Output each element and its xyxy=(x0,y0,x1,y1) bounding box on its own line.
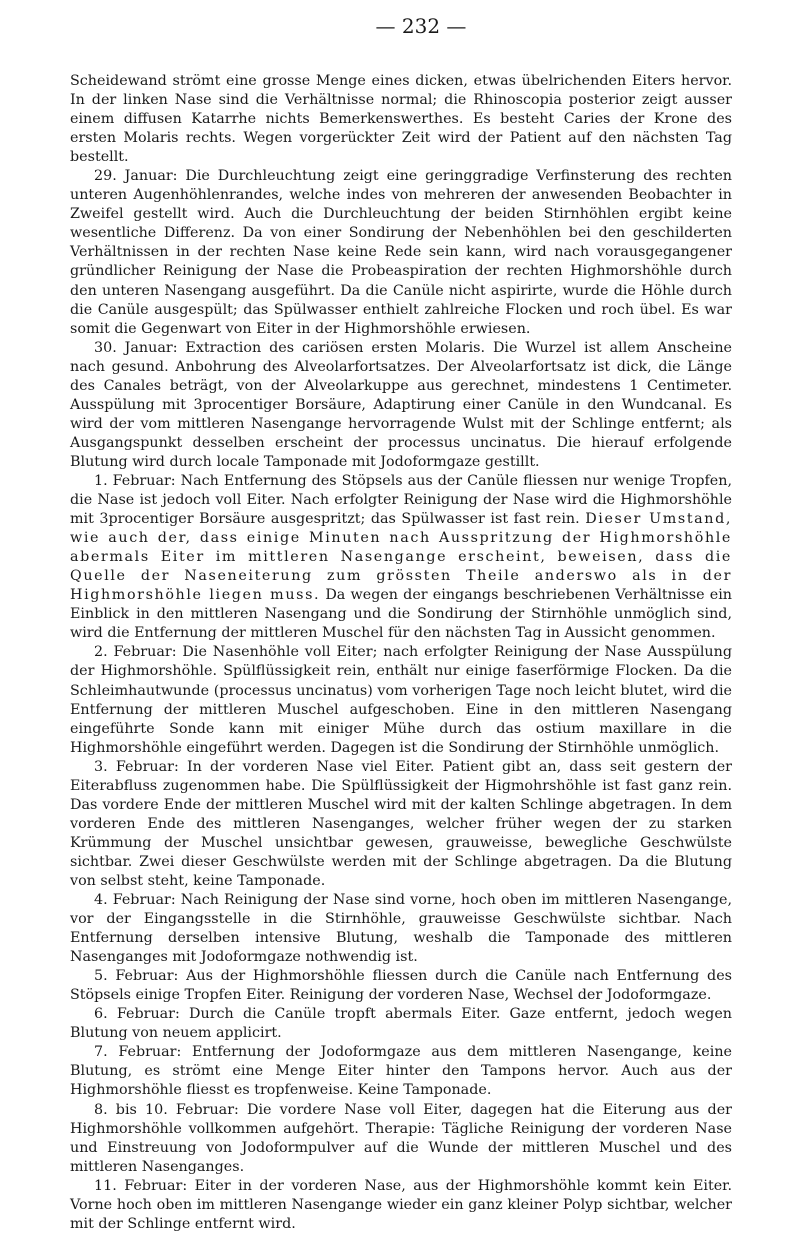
text-segment: 11. Februar: Eiter in der vorderen Nase, aus der Highmorshöhle kommt kein Eiter. Vorne hoch oben im mittleren Nasengange wieder ein ganz kleiner Polyp sichtbar, welcher mit der Schlinge entfernt wird. xyxy=(70,1177,732,1232)
text-segment: 2. Februar: Die Nasenhöhle voll Eiter; nach erfolgter Reinigung der Nase Ausspülung der Highmorshöhle. Spülflüssigkeit rein, enthält nur einige faserförmige Flocken. Da die Schleimhautwunde (processus uncinatus) vom vorherigen Tage noch leicht blutet, wird die Entfernung der mittleren Muschel aufgeschoben. Eine in den mittleren Nasengang eingeführte Sonde kann mit einiger Mühe durch das ostium maxillare in die Highmorshöhle eingeführt werden. Dagegen ist die Sondirung der Stirnhöhle unmöglich. xyxy=(70,644,732,756)
text-segment: 4. Februar: Nach Reinigung der Nase sind vorne, hoch oben im mittleren Nasengange, vor der Eingangsstelle in die Stirnhöhle, grauweisse Geschwülste sichtbar. Nach Entfernung derselben intensive Blutung, weshalb die Tamponade des mittleren Nasenganges mit Jodoformgaze nothwendig ist. xyxy=(70,892,732,966)
paragraph xyxy=(70,967,732,1005)
text-segment: 1. Februar: Nach Entfernung des Stöpsels aus der Canüle fliessen nur wenige Tropfen, die Nase ist jedoch voll Eiter. Nach erfolgter Reinigung der Nase wird die Highmorshöhle mit 3procentiger Borsäure ausgespritzt; das Spülwasser ist fast rein. xyxy=(70,472,732,528)
text-segment: Scheidewand strömt eine grosse Menge eines dicken, etwas übelrichenden Eiters hervor. In der linken Nase sind die Verhältnisse normal; die Rhinoscopia posterior zeigt ausser einem diffusen Katarrhe nichts Bemerkenswerthes. Es besteht Caries der Krone des ersten Molaris rechts. Wegen vorgerückter Zeit wird der Patient auf den nächsten Tag bestellt. xyxy=(70,73,732,166)
paragraph xyxy=(70,72,732,167)
text-segment: 3. Februar: In der vorderen Nase viel Eiter. Patient gibt an, dass seit gestern der Eiterabfluss zugenommen habe. Die Spülflüssigkeit der Higmohrshöhle ist fast ganz rein. Das vordere Ende der mittleren Muschel wird mit der kalten Schlinge abgetragen. In dem vorderen Ende des mittleren Nasenganges, welcher früher wegen der zu starken Krümmung der Muschel unsichtbar gewesen, grauweisse, bewegliche Geschwülste sichtbar. Zwei dieser Geschwülste werden mit der Schlinge abgetragen. Da die Blutung von selbst steht, keine Tamponade. xyxy=(70,758,732,889)
paragraph xyxy=(70,472,732,643)
paragraph xyxy=(70,1101,732,1177)
text-segment: 29. Januar: Die Durchleuchtung zeigt eine geringgradige Verfinsterung des rechten unteren Augenhöhlenrandes, welche indes von mehreren der anwesenden Beobachter in Zweifel gestellt wird. Auch die Durchleuchtung der beiden Stirnhöhlen ergibt keine wesentliche Differenz. Da von einer Sondirung der Nebenhöhlen bei den geschilderten Verhältnissen in der rechten Nase keine Rede sein kann, wird nach vorausgegangener gründlicher Reinigung der Nase die Probeaspiration der rechten Highmorshöhle durch den unteren Nasengang ausgeführt. Da die Canüle nicht aspirirte, wurde die Höhle durch die Canüle ausgespült; das Spülwasser enthielt zahlreiche Flocken und roch übel. Es war somit die Gegenwart von Eiter in der Highmorshöhle erwiesen. xyxy=(70,168,732,337)
paragraph xyxy=(70,758,732,891)
text-segment: 7. Februar: Entfernung der Jodoformgaze aus dem mittleren Nasengange, keine Blutung, es strömt eine Menge Eiter hinter den Tampons hervor. Auch aus der Highmorshöhle fliesst es tropfenweise. Keine Tamponade. xyxy=(70,1044,732,1099)
paragraph xyxy=(70,1177,732,1234)
paragraph xyxy=(70,167,732,338)
paragraph xyxy=(70,643,732,757)
text-segment: 6. Februar: Durch die Canüle tropft abermals Eiter. Gaze entfernt, jedoch wegen Blutung von neuem applicirt. xyxy=(70,1006,732,1042)
text-segment: 5. Februar: Aus der Highmorshöhle fliessen durch die Canüle nach Entfernung des Stöpsels einige Tropfen Eiter. Reinigung der vorderen Nase, Wechsel der Jodoformgaze. xyxy=(70,968,732,1004)
text-segment: 8. bis 10. Februar: Die vordere Nase voll Eiter, dagegen hat die Eiterung aus der Highmorshöhle vollkommen aufgehört. Therapie: Tägliche Reinigung der vorderen Nase und Einstreuung von Jodoformpulver auf die Wunde der mittleren Muschel und des mittleren Nasenganges. xyxy=(70,1101,732,1175)
text-segment: Da wegen der eingangs beschriebenen Verhältnisse ein Einblick in den mittleren Nasengang und die Sondirung der Stirnhöhle unmöglich sind, wird die Entfernung der mittleren Muschel für den nächsten Tag in Aussicht genommen. xyxy=(70,587,732,642)
text-segment: 30. Januar: Extraction des cariösen ersten Molaris. Die Wurzel ist allem Anscheine nach gesund. Anbohrung des Alveolarfortsatzes. Der Alveolarfortsatz ist dick, die Länge des Canales beträgt, von der Alveolarkuppe aus gerechnet, mindestens 1 Centimeter. Ausspülung mit 3procentiger Borsäure, Adaptirung einer Canüle in den Wundcanal. Es wird der vom mittleren Nasengange hervorragende Wulst mit der Schlinge entfernt; als Ausgangspunkt desselben erscheint der processus uncinatus. Die hierauf erfolgende Blutung wird durch locale Tamponade mit Jodoformgaze gestillt. xyxy=(70,339,732,470)
paragraph xyxy=(70,1005,732,1043)
paragraph xyxy=(70,1043,732,1100)
paragraph xyxy=(70,891,732,967)
page-number: — 232 — xyxy=(375,14,467,38)
spaced-emphasis-text: Dieser Umstand, wie auch der, dass einige Minuten nach Ausspritzung der Highmorshöhle abermals Eiter im mittleren Nasengange erscheint, beweisen, dass die Quelle der Naseneiterung zum grössten Theile anderswo als in der Highmorshöhle liegen muss. xyxy=(70,511,732,604)
paragraph xyxy=(70,339,732,472)
